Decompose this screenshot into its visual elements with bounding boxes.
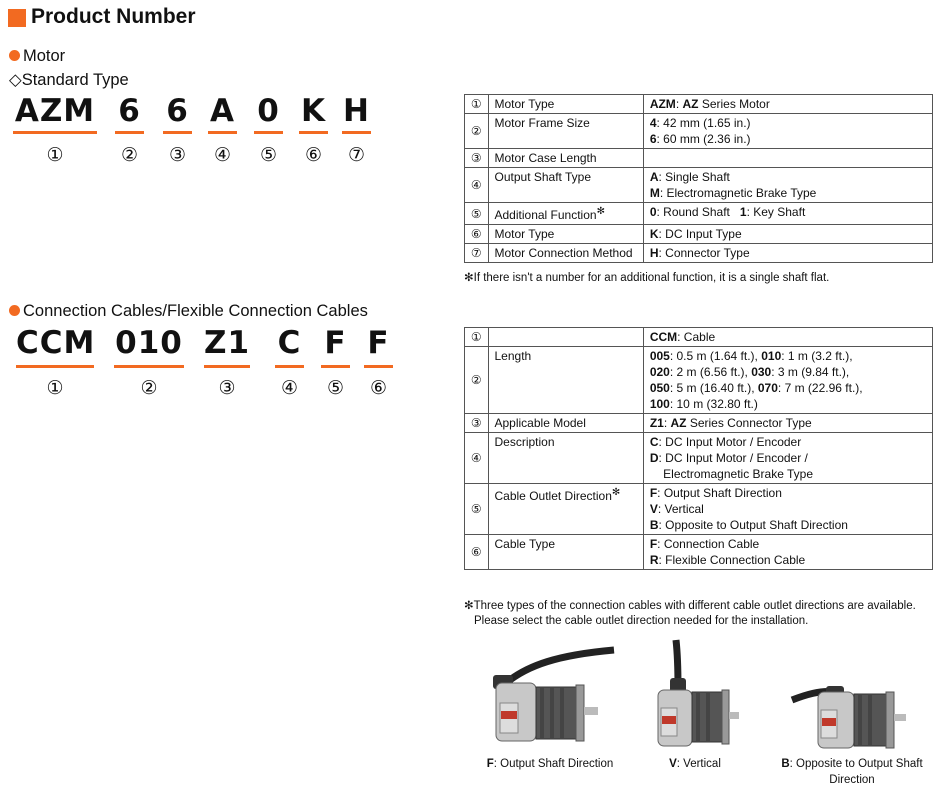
cable-code-number: ② [140, 377, 158, 399]
motor-code-number: ② [120, 144, 139, 166]
table-row [465, 244, 933, 263]
cable-code-part: 010 [115, 325, 183, 361]
table-row [465, 433, 933, 484]
motor-code-number: ⑤ [259, 144, 278, 166]
motor-code-underline [254, 131, 283, 134]
cable-row-value: CCM: Cable [643, 328, 932, 347]
motor-code-underline [208, 131, 237, 134]
motor-code-part: 6 [118, 93, 141, 129]
cable-code-part: C [277, 325, 302, 361]
cable-row-number: ⑥ [465, 535, 489, 570]
motor-code-underline [299, 131, 328, 134]
bullet-icon [9, 50, 20, 61]
cable-code-number: ③ [218, 377, 236, 399]
cable-row-label [488, 328, 643, 347]
motor-code-number: ⑥ [304, 144, 323, 166]
table-row [465, 168, 933, 203]
cable-row-number: ⑤ [465, 484, 489, 535]
motor-code-underline [13, 131, 97, 134]
table-row [465, 225, 933, 244]
motor-code-number: ⑦ [347, 144, 366, 166]
table-row [465, 347, 933, 414]
motor-code-underline [163, 131, 192, 134]
motor-row-label: Motor Type [488, 95, 643, 114]
cable-row-label: Applicable Model [488, 414, 643, 433]
title-square-icon [8, 9, 26, 27]
motor-vertical-image [648, 638, 743, 753]
motor-code-part: K [300, 93, 327, 129]
cable-row-label: Length [488, 347, 643, 414]
motor-row-label: Output Shaft Type [488, 168, 643, 203]
motor-row-label: Motor Case Length [488, 149, 643, 168]
table-row [465, 203, 933, 225]
motor-row-label: Motor Connection Method [488, 244, 643, 263]
cable-code-underline [321, 365, 350, 368]
motor-code-part: 6 [166, 93, 189, 129]
cable-code-underline [16, 365, 94, 368]
table-row [465, 328, 933, 347]
motor-code-part: H [343, 93, 370, 129]
cable-row-value: 005: 0.5 m (1.64 ft.), 010: 1 m (3.2 ft.), 020: 2 m (6.56 ft.), 030: 3 m (9.84 ft.), 050: 5 m (16.40 ft.), 070: 7 m (22.96 ft.), 100: 10 m (32.80 ft.) [643, 347, 932, 414]
motor-row-value: 0: Round Shaft 1: Key Shaft [643, 203, 932, 225]
cable-row-value: C: DC Input Motor / Encoder D: DC Input Motor / Encoder / Electromagnetic Brake Type [643, 433, 932, 484]
cable-heading: Connection Cables/Flexible Connection Cables [9, 302, 368, 321]
motor-opposite-direction-image [790, 670, 915, 755]
motor-code-number: ① [46, 144, 64, 166]
cable-row-value: F: Connection Cable R: Flexible Connection Cable [643, 535, 932, 570]
caption-vertical: V: Vertical [669, 758, 721, 770]
cable-row-label: Description [488, 433, 643, 484]
table-row [465, 114, 933, 149]
motor-row-value: H: Connector Type [643, 244, 932, 263]
cable-row-label: Cable Type [488, 535, 643, 570]
motor-subheading: ◇Standard Type [9, 71, 129, 89]
motor-output-shaft-direction-image [488, 645, 618, 750]
motor-row-number: ⑦ [465, 244, 489, 263]
motor-row-number: ④ [465, 168, 489, 203]
motor-code-part: AZM [14, 93, 96, 129]
cable-code-number: ⑥ [369, 377, 388, 399]
motor-row-value [643, 149, 932, 168]
table-row [465, 535, 933, 570]
cable-row-number: ④ [465, 433, 489, 484]
cable-code-part: CCM [16, 325, 96, 361]
cable-row-number: ③ [465, 414, 489, 433]
cable-code-underline [275, 365, 304, 368]
cable-row-number: ② [465, 347, 489, 414]
motor-row-value: K: DC Input Type [643, 225, 932, 244]
cable-note-1: ✻Three types of the connection cables with different cable outlet directions are available. [464, 600, 916, 612]
table-row [465, 414, 933, 433]
motor-row-number: ② [465, 114, 489, 149]
cable-spec-table [464, 327, 933, 570]
motor-row-label: Motor Type [488, 225, 643, 244]
cable-row-number: ① [465, 328, 489, 347]
cable-code-underline [204, 365, 250, 368]
table-row [465, 149, 933, 168]
motor-row-number: ⑥ [465, 225, 489, 244]
motor-row-value: A: Single Shaft M: Electromagnetic Brake Type [643, 168, 932, 203]
cable-code-part: F [367, 325, 390, 361]
motor-code-underline [342, 131, 371, 134]
motor-code-number: ④ [213, 144, 232, 166]
motor-code-underline [115, 131, 144, 134]
motor-code-number: ③ [168, 144, 187, 166]
table-row [465, 95, 933, 114]
motor-row-number: ⑤ [465, 203, 489, 225]
motor-code-part: A [210, 93, 235, 129]
cable-row-label: Cable Outlet Direction✻ [488, 484, 643, 535]
cable-row-value: F: Output Shaft Direction V: Vertical B: Opposite to Output Shaft Direction [643, 484, 932, 535]
cable-note-2: Please select the cable outlet direction needed for the installation. [474, 615, 809, 627]
cable-code-part: Z1 [204, 325, 251, 361]
motor-row-number: ① [465, 95, 489, 114]
cable-code-number: ① [46, 377, 64, 399]
cable-code-number: ⑤ [326, 377, 345, 399]
bullet-icon [9, 305, 20, 316]
motor-row-value: AZM: AZ Series Motor [643, 95, 932, 114]
motor-code-part: 0 [257, 93, 280, 129]
motor-spec-table [464, 94, 933, 263]
cable-code-underline [114, 365, 184, 368]
page-title: Product Number [31, 5, 196, 28]
cable-code-number: ④ [280, 377, 299, 399]
cable-code-part: F [324, 325, 347, 361]
motor-row-number: ③ [465, 149, 489, 168]
caption-output-shaft: F: Output Shaft Direction [486, 758, 614, 770]
cable-row-value: Z1: AZ Series Connector Type [643, 414, 932, 433]
motor-row-label: Motor Frame Size [488, 114, 643, 149]
motor-row-value: 4: 42 mm (1.65 in.) 6: 60 mm (2.36 in.) [643, 114, 932, 149]
caption-opposite: B: Opposite to Output Shaft Direction [781, 758, 923, 786]
motor-row-label: Additional Function✻ [488, 203, 643, 225]
motor-heading: Motor [9, 47, 65, 66]
table-row [465, 484, 933, 535]
motor-note: ✻If there isn't a number for an additional function, it is a single shaft flat. [464, 272, 830, 284]
cable-code-underline [364, 365, 393, 368]
